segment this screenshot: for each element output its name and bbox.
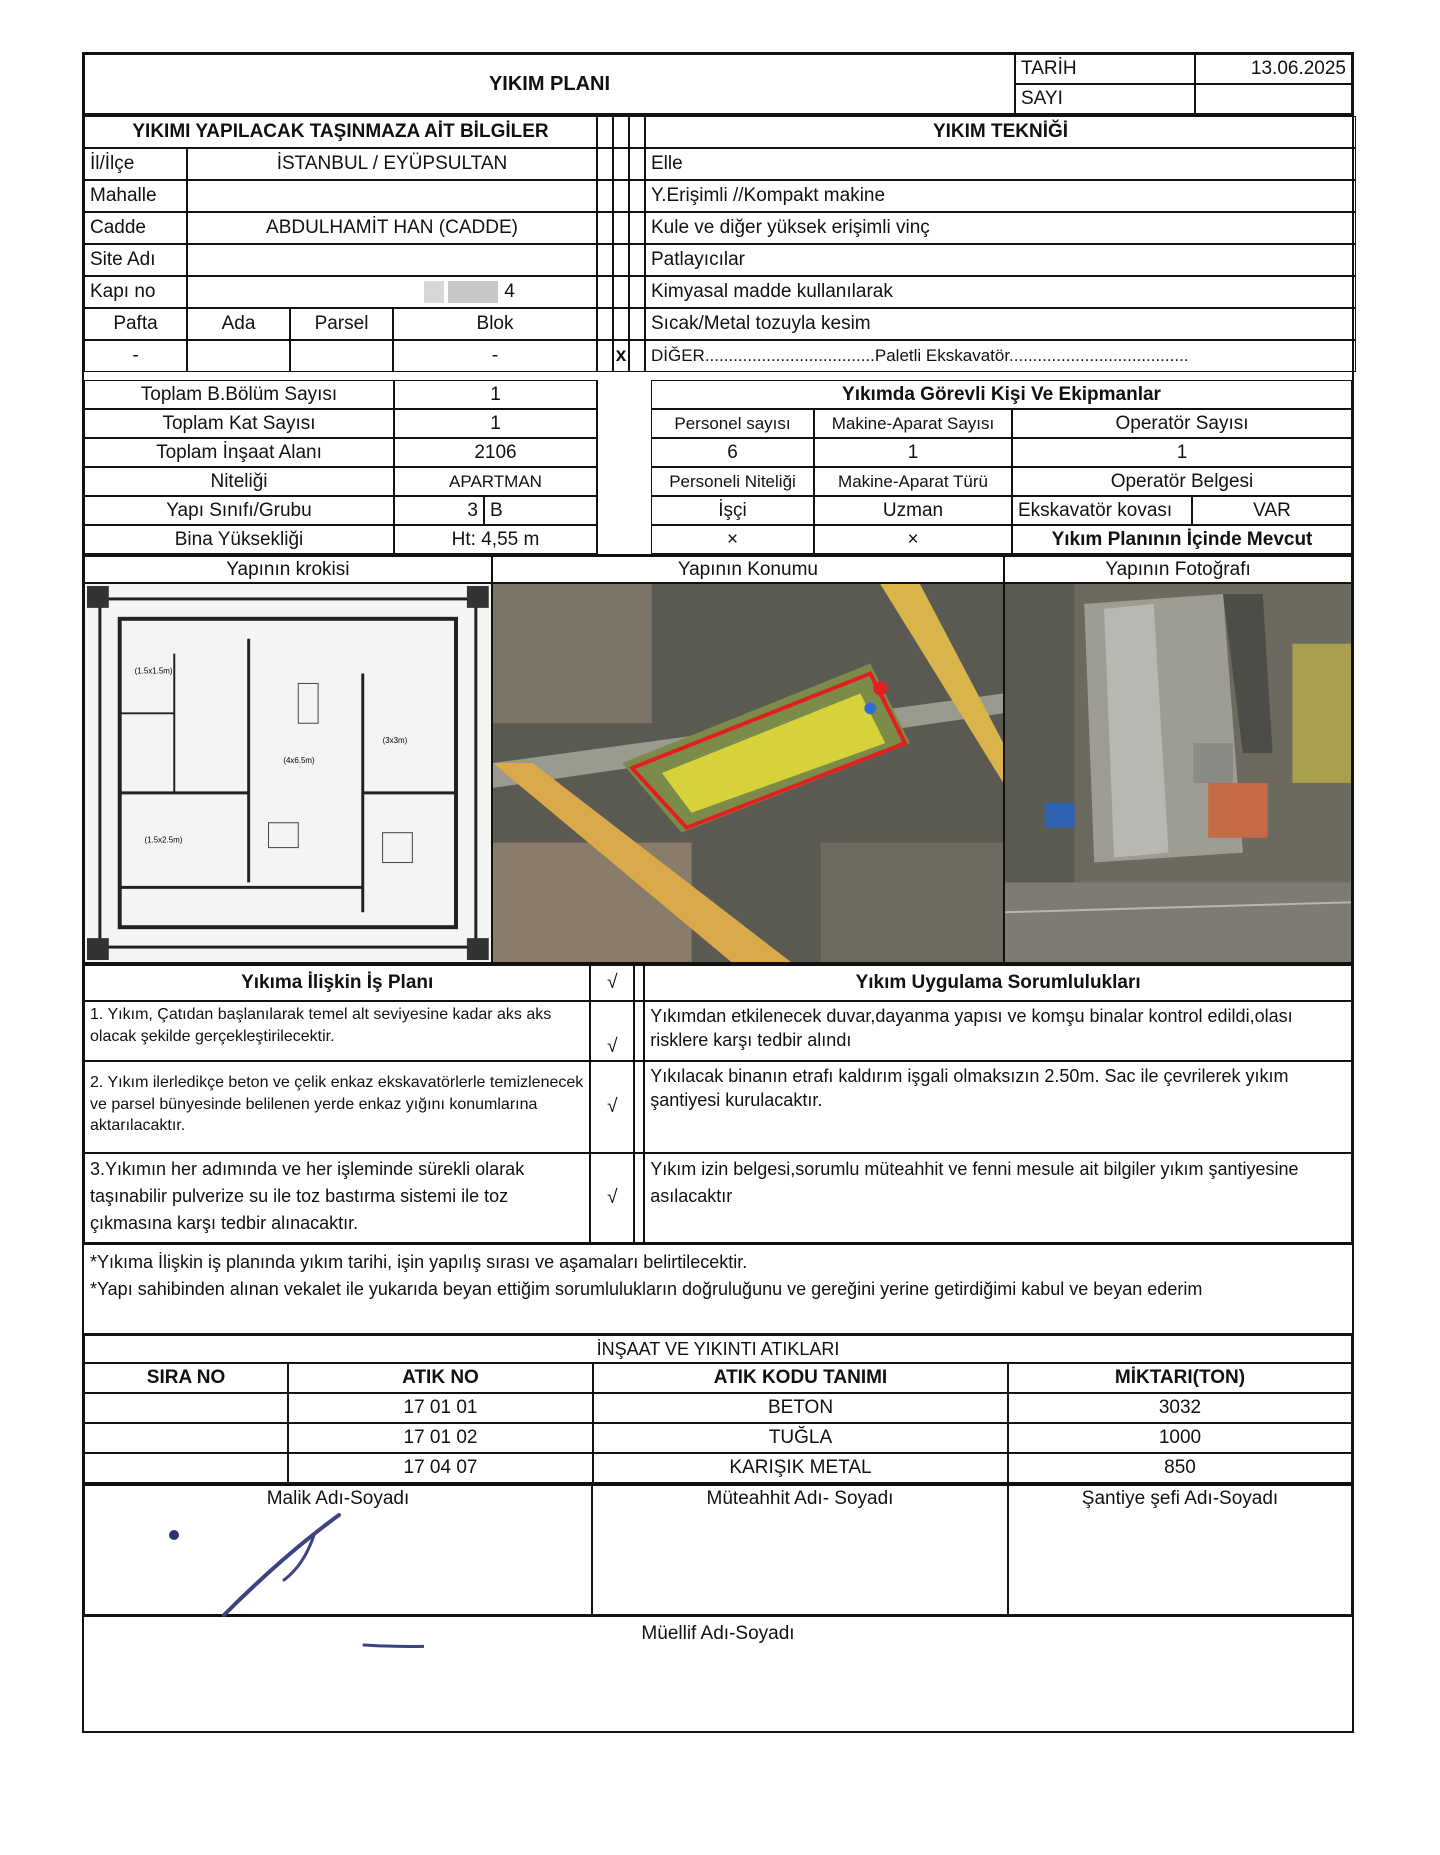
- door-no-text: 4: [504, 281, 515, 302]
- svg-text:(1.5x1.5m): (1.5x1.5m): [134, 666, 173, 676]
- technique-mark: [629, 276, 645, 308]
- sheet-header: Pafta: [84, 308, 187, 340]
- technique-section: [597, 116, 1356, 372]
- technique-item: Kimyasal madde kullanılarak: [645, 276, 1356, 308]
- building-photo-image: [1004, 583, 1352, 963]
- machine-count-label: Makine-Aparat Sayısı: [814, 409, 1012, 438]
- operator-certificate-label: Operatör Belgesi: [1012, 467, 1352, 496]
- site-name-label: Site Adı: [84, 244, 187, 276]
- waste-cell: 17 01 01: [288, 1393, 593, 1423]
- technique-item: Patlayıcılar: [645, 244, 1356, 276]
- building-height-label: Bina Yüksekliği: [84, 525, 394, 554]
- street-value: ABDULHAMİT HAN (CADDE): [187, 212, 597, 244]
- building-sketch-image: [84, 583, 492, 963]
- in-plan-note: Yıkım Planının İçinde Mevcut: [1012, 525, 1352, 554]
- technique-mark: [629, 148, 645, 180]
- construction-area-value: 2106: [394, 438, 597, 467]
- technique-mark: [629, 308, 645, 340]
- waste-cell: 850: [1008, 1453, 1352, 1483]
- personnel-quality-label: Personeli Niteliği: [651, 467, 814, 496]
- machine-type-label: Makine-Aparat Türü: [814, 467, 1012, 496]
- floor-count-label: Toplam Kat Sayısı: [84, 409, 394, 438]
- technique-mark-other: x: [613, 340, 629, 372]
- excavator-bucket-label: Ekskavatör kovası: [1012, 496, 1192, 525]
- floor-count-value: 1: [394, 409, 597, 438]
- personnel-section: [651, 380, 1352, 554]
- redaction-block: [424, 281, 444, 303]
- workplan-title: Yıkıma İlişkin İş Planı: [84, 965, 590, 1001]
- street-label: Cadde: [84, 212, 187, 244]
- waste-header-atik-no: ATIK NO: [288, 1363, 593, 1393]
- technique-mark: [629, 212, 645, 244]
- mark-cross: ×: [814, 525, 1012, 554]
- responsibility-item: Yıkımdan etkilenecek duvar,dayanma yapısı ve komşu binalar kontrol edildi,olası risklere karşı tedbir alındı: [644, 1001, 1352, 1061]
- waste-cell: 1000: [1008, 1423, 1352, 1453]
- waste-cell: 17 04 07: [288, 1453, 593, 1483]
- waste-cell: TUĞLA: [593, 1423, 1008, 1453]
- property-section: [84, 116, 597, 372]
- unit-count-label: Toplam B.Bölüm Sayısı: [84, 380, 394, 409]
- contractor-signature-box: [592, 1485, 1008, 1615]
- personnel-title: Yıkımda Görevli Kişi Ve Ekipmanlar: [651, 380, 1352, 409]
- waste-cell: 17 01 02: [288, 1423, 593, 1453]
- workplan-check: √: [590, 1001, 634, 1061]
- technique-item-other: DİĞER....................................Paletli Ekskavatör......................................: [645, 340, 1356, 372]
- neighborhood-value: [187, 180, 597, 212]
- owner-signature-stroke: [164, 1505, 424, 1675]
- date-value: 13.06.2025: [1195, 54, 1352, 84]
- check-column: [613, 116, 629, 148]
- mark-cross: ×: [651, 525, 814, 554]
- workplan-item: 3.Yıkımın her adımında ve her işleminde sürekli olarak taşınabilir pulverize su ile toz bastırma sistemi ile toz çıkmasına karşı tedbir alınacaktır.: [84, 1153, 590, 1243]
- svg-text:(3x3m): (3x3m): [382, 736, 408, 746]
- note-line: *Yapı sahibinden alınan vekalet ile yukarıda beyan ettiğim sorumlulukların doğruluğunu ve gereğini yerine getirdiğimi kabul ve beyan ederim: [90, 1279, 1203, 1299]
- redaction-block: [448, 281, 498, 303]
- block-no-header: Ada: [187, 308, 290, 340]
- site-chief-label: Şantiye şefi Adı-Soyadı: [1081, 1488, 1279, 1509]
- block-no-value: [187, 340, 290, 372]
- building-section: [84, 380, 597, 554]
- machine-count-value: 1: [814, 438, 1012, 467]
- unit-count-value: 1: [394, 380, 597, 409]
- note-line: *Yıkıma İlişkin iş planında yıkım tarihi, işin yapılış sırası ve aşamaları belirtilecektir.: [90, 1252, 748, 1272]
- technique-title: YIKIM TEKNİĞİ: [645, 116, 1356, 148]
- responsibilities-title: Yıkım Uygulama Sorumlulukları: [644, 965, 1352, 1001]
- waste-header-miktar: MİKTARI(TON): [1008, 1363, 1352, 1393]
- building-class-label: Yapı Sınıfı/Grubu: [84, 496, 394, 525]
- building-type-value: APARTMAN: [394, 467, 597, 496]
- number-value: [1195, 84, 1352, 114]
- waste-title: İNŞAAT VE YIKINTI ATIKLARI: [84, 1335, 1352, 1363]
- table-row: [84, 1453, 1352, 1483]
- building-height-value: Ht: 4,55 m: [394, 525, 597, 554]
- workplan-check-header: √: [590, 965, 634, 1001]
- door-no-label: Kapı no: [84, 276, 187, 308]
- workplan-check: √: [590, 1061, 634, 1153]
- number-label: SAYI: [1015, 84, 1195, 114]
- province-label: İl/İlçe: [84, 148, 187, 180]
- waste-header-sira: SIRA NO: [84, 1363, 288, 1393]
- machine-type-value: Uzman: [814, 496, 1012, 525]
- contractor-label: Müteahhit Adı- Soyadı: [706, 1488, 894, 1509]
- sheet-value: -: [84, 340, 187, 372]
- province-value: İSTANBUL / EYÜPSULTAN: [187, 148, 597, 180]
- site-chief-signature-box: [1008, 1485, 1352, 1615]
- check-column: [597, 116, 613, 148]
- site-name-value: [187, 244, 597, 276]
- door-no-value: [187, 276, 597, 308]
- excavator-bucket-value: VAR: [1192, 496, 1352, 525]
- operator-count-label: Operatör Sayısı: [1012, 409, 1352, 438]
- date-label: TARİH: [1015, 54, 1195, 84]
- technique-mark: [629, 180, 645, 212]
- building-block-header: Blok: [393, 308, 597, 340]
- declaration-notes: [82, 1243, 1354, 1333]
- waste-cell: [84, 1453, 288, 1483]
- operator-count-value: 1: [1012, 438, 1352, 467]
- sketch-label: Yapının krokisi: [84, 556, 492, 583]
- owner-label: Malik Adı-Soyadı: [266, 1488, 410, 1509]
- parcel-header: Parsel: [290, 308, 393, 340]
- building-type-label: Niteliği: [84, 467, 394, 496]
- photo-label: Yapının Fotoğrafı: [1004, 556, 1352, 583]
- location-satellite-image: [492, 583, 1004, 963]
- technique-mark: [629, 244, 645, 276]
- building-block-value: -: [393, 340, 597, 372]
- location-label: Yapının Konumu: [492, 556, 1004, 583]
- waste-cell: BETON: [593, 1393, 1008, 1423]
- building-group-value: B: [484, 496, 597, 525]
- personnel-count-label: Personel sayısı: [651, 409, 814, 438]
- waste-header-tanim: ATIK KODU TANIMI: [593, 1363, 1008, 1393]
- responsibility-item: Yıkım izin belgesi,sorumlu müteahhit ve fenni mesule ait bilgiler yıkım şantiyesine asılacaktır: [644, 1153, 1352, 1243]
- table-row: [84, 1393, 1352, 1423]
- svg-text:(4x6.5m): (4x6.5m): [283, 756, 315, 766]
- waste-cell: [84, 1393, 288, 1423]
- workplan-item: 1. Yıkım, Çatıdan başlanılarak temel alt seviyesine kadar aks aks olacak şekilde gerçekleştirilecektir.: [84, 1001, 590, 1061]
- workplan-item: 2. Yıkım ilerledikçe beton ve çelik enkaz ekskavatörlerle temizlenecek ve parsel bünyesinde belilenen yerde enkaz yığını konumlarına aktarılacaktır.: [84, 1061, 590, 1153]
- demolition-plan-form: [82, 52, 1354, 1733]
- responsibility-item: Yıkılacak binanın etrafı kaldırım işgali olmaksızın 2.50m. Sac ile çevrilerek yıkım şantiyesi kurulacaktır.: [644, 1061, 1352, 1153]
- table-row: [84, 1423, 1352, 1453]
- form-title: YIKIM PLANI: [84, 54, 1015, 114]
- personnel-quality-value: İşçi: [651, 496, 814, 525]
- construction-area-label: Toplam İnşaat Alanı: [84, 438, 394, 467]
- property-title: YIKIMI YAPILACAK TAŞINMAZA AİT BİLGİLER: [84, 116, 597, 148]
- building-class-value: 3: [394, 496, 484, 525]
- personnel-count-value: 6: [651, 438, 814, 467]
- workplan-check: √: [590, 1153, 634, 1243]
- neighborhood-label: Mahalle: [84, 180, 187, 212]
- technique-item: Sıcak/Metal tozuyla kesim: [645, 308, 1356, 340]
- technique-item: Kule ve diğer yüksek erişimli vinç: [645, 212, 1356, 244]
- parcel-value: [290, 340, 393, 372]
- author-label: Müellif Adı-Soyadı: [641, 1623, 795, 1644]
- technique-item: Y.Erişimli //Kompakt makine: [645, 180, 1356, 212]
- svg-text:(1.5x2.5m): (1.5x2.5m): [144, 835, 183, 845]
- waste-cell: 3032: [1008, 1393, 1352, 1423]
- waste-cell: [84, 1423, 288, 1453]
- waste-cell: KARIŞIK METAL: [593, 1453, 1008, 1483]
- check-column: [629, 116, 645, 148]
- technique-item: Elle: [645, 148, 1356, 180]
